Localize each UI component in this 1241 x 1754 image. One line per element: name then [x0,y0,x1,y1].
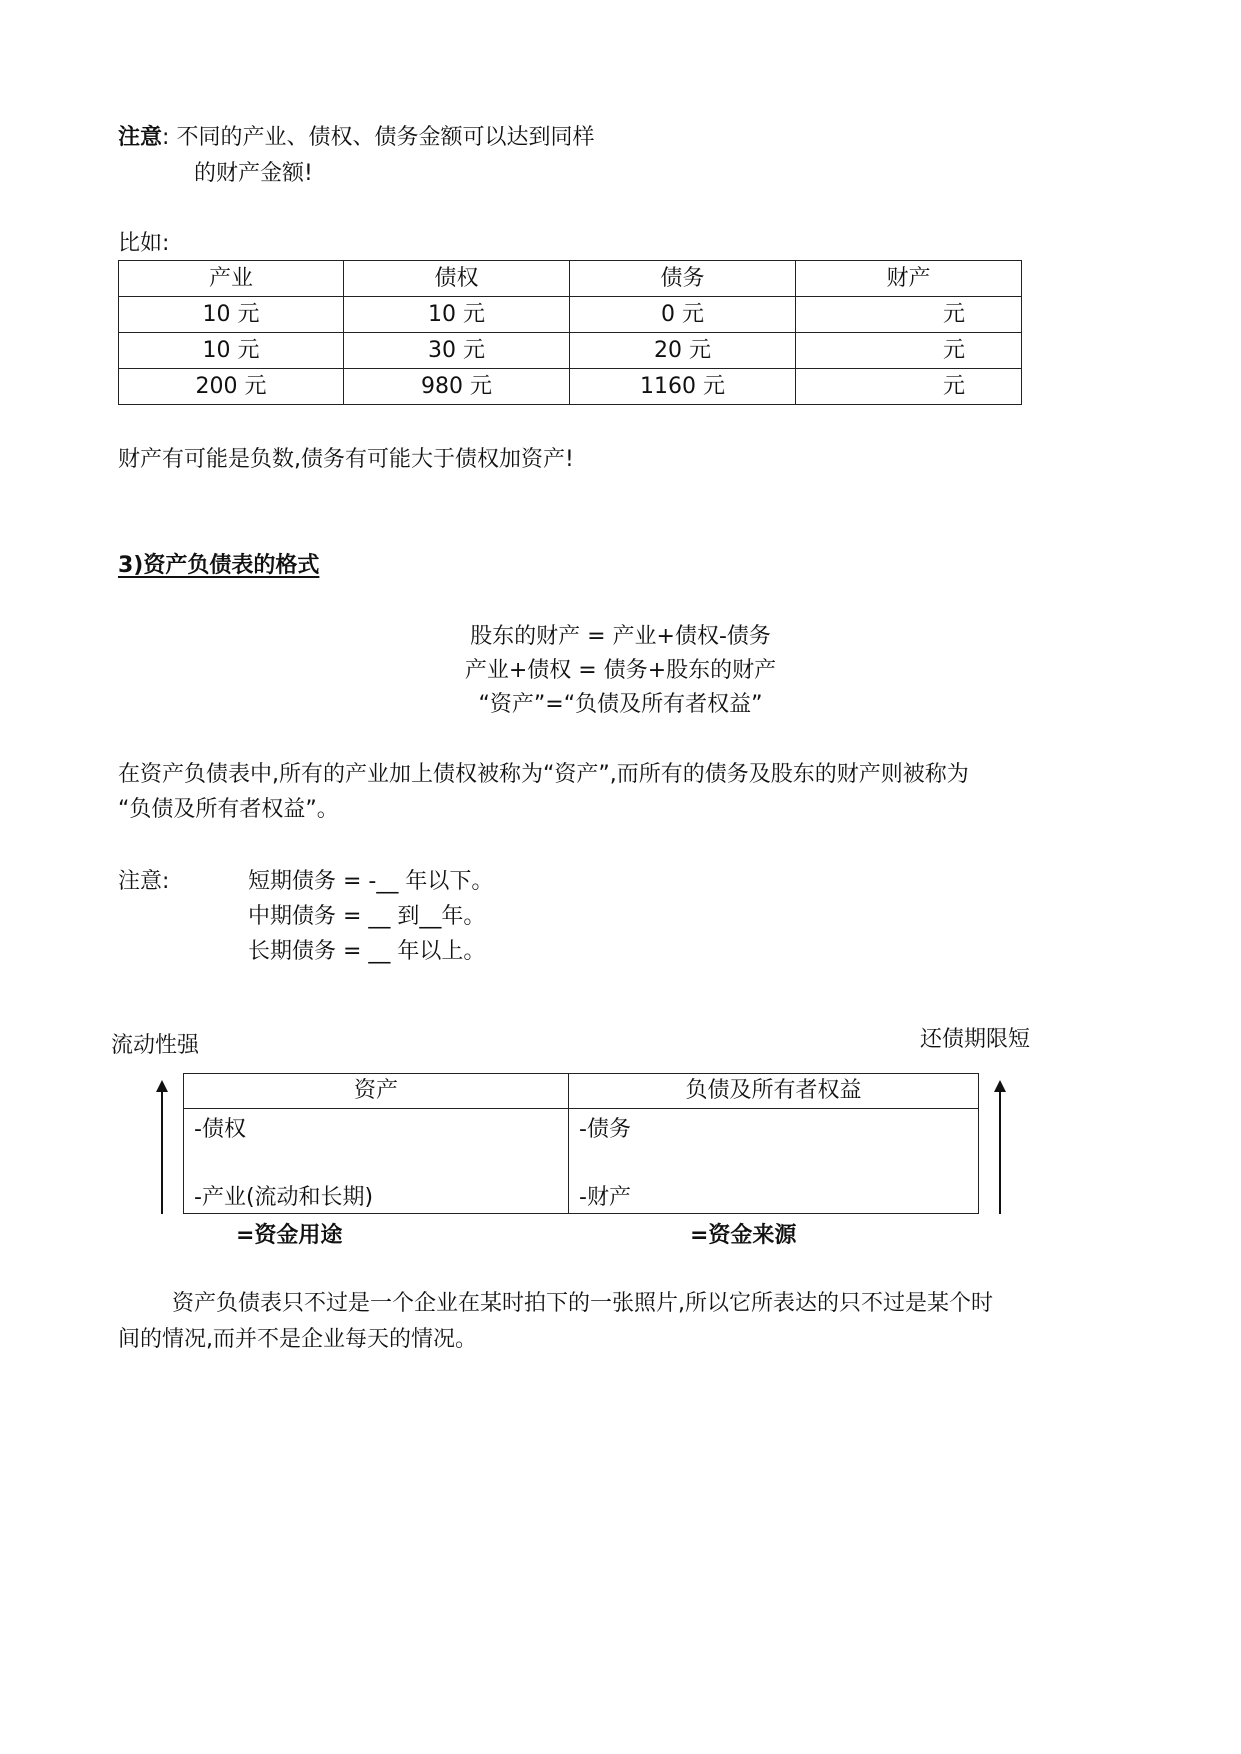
header-cell: 产业 [119,261,344,297]
assets-cell [184,1109,569,1214]
table-row [184,1109,979,1214]
table-cell: 980 元 [344,369,570,405]
paragraph2-line1: 资产负债表只不过是一个企业在某时拍下的一张照片,所以它所表达的只不过是某个时 [172,1291,993,1316]
liabilities-equity-header: 负债及所有者权益 [569,1074,979,1109]
header-cell: 债权 [344,261,570,297]
table-cell: 10 元 [119,297,344,333]
table-cell: 元 [796,369,1022,405]
table-cell: 30 元 [344,333,570,369]
right-caption: 还债期限短 [920,1027,1031,1052]
table-row [119,333,1022,369]
assets-item-claims: -债权 [194,1117,246,1142]
table-cell: 元 [796,333,1022,369]
table-cell: 0 元 [570,297,796,333]
table-row [119,369,1022,405]
note2-label: 注意: [118,869,170,894]
table-cell: 10 元 [119,333,344,369]
table-row [119,297,1022,333]
left-footer: =资金用途 [236,1223,343,1248]
up-arrow-left-icon [152,1080,172,1216]
table-header-row [119,261,1022,297]
note2-line-medium: 中期债务 = __ 到__年。 [248,904,486,929]
table-cell: 1160 元 [570,369,796,405]
statement: 财产有可能是负数,债务有可能大于债权加资产! [118,447,574,472]
formula-1: 股东的财产 = 产业+债权-债务 [470,624,771,649]
header-cell: 债务 [570,261,796,297]
formula-2: 产业+债权 = 债务+股东的财产 [464,658,777,683]
balance-sheet-table [183,1073,979,1214]
table-cell: 10 元 [344,297,570,333]
left-caption: 流动性强 [111,1033,200,1058]
liabilities-cell [569,1109,979,1214]
example-label: 比如: [118,231,170,256]
note2-line-long: 长期债务 = __ 年以上。 [248,939,486,964]
assets-item-industry: -产业(流动和长期) [194,1185,374,1210]
header-cell: 财产 [796,261,1022,297]
note1-label: 注意 [118,125,163,150]
liabilities-item-debt: -债务 [579,1117,631,1142]
formula-3: “资产”=“负债及所有者权益” [478,692,763,717]
right-footer: =资金来源 [690,1223,797,1248]
table-cell: 元 [796,297,1022,333]
example-table [118,260,1022,405]
note1-line2: 的财产金额! [194,161,313,186]
table-cell: 200 元 [119,369,344,405]
paragraph2-line2: 间的情况,而并不是企业每天的情况。 [118,1327,477,1352]
paragraph1-line2: “负债及所有者权益”。 [118,797,339,822]
up-arrow-right-icon [990,1080,1010,1216]
note2-line-short: 短期债务 = -__ 年以下。 [248,869,494,894]
note1-line1: 不同的产业、债权、债务金额可以达到同样 [176,125,595,150]
note1-colon: : [162,125,170,150]
table-cell: 20 元 [570,333,796,369]
paragraph1-line1: 在资产负债表中,所有的产业加上债权被称为“资产”,而所有的债务及股东的财产则被称为 [118,762,969,787]
section-heading: 3)资产负债表的格式 [118,553,320,578]
assets-header: 资产 [184,1074,569,1109]
table-header-row [184,1074,979,1109]
liabilities-item-property: -财产 [579,1185,631,1210]
note1 [118,127,594,149]
